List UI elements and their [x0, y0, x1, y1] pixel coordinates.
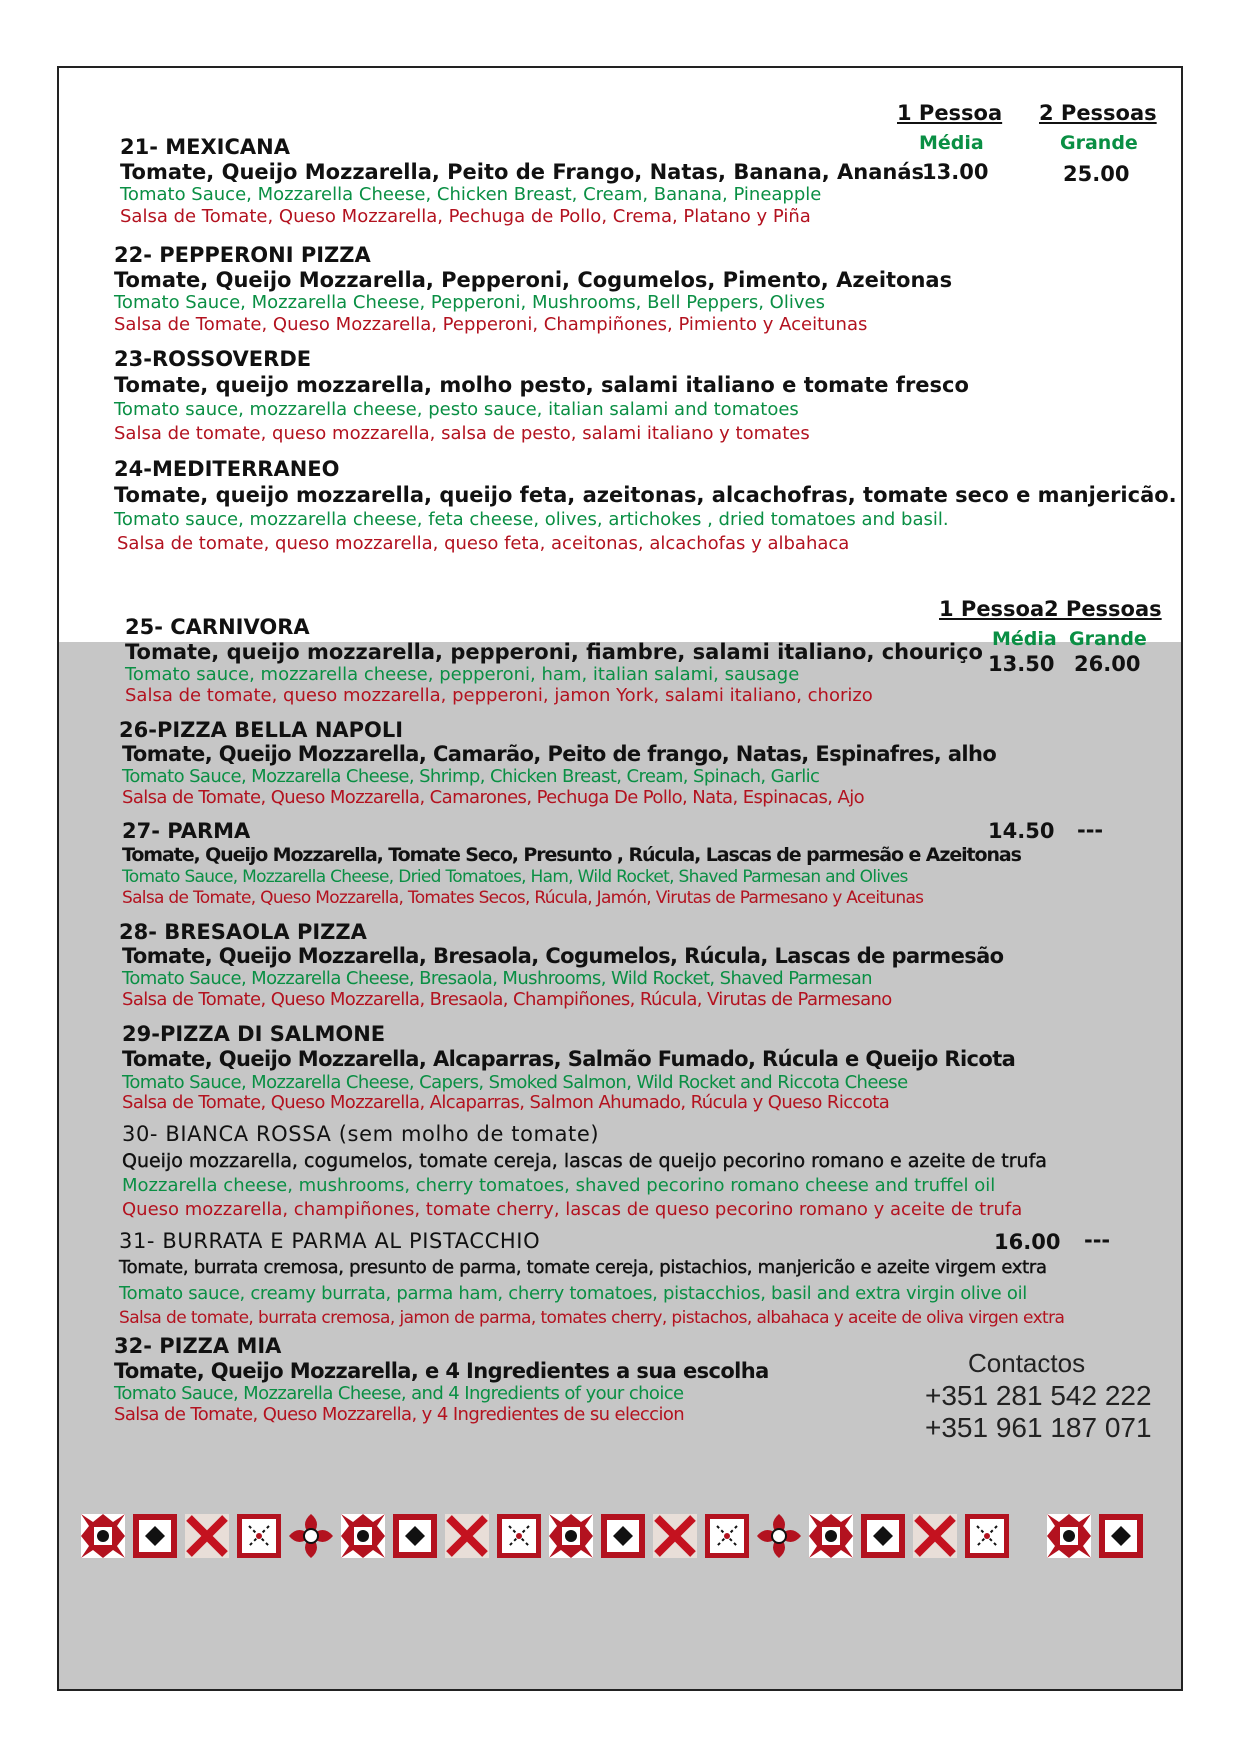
item-description-en: Tomato sauce, mozzarella cheese, feta cheese, olives, artichokes , dried tomatoes and basil. — [114, 509, 949, 530]
item-description-en: Tomato Sauce, Mozzarella Cheese, Bresaola, Mushrooms, Wild Rocket, Shaved Parmesan — [122, 968, 872, 989]
item-description-en: Tomato sauce, mozzarella cheese, pepperoni, ham, italian salami, sausage — [125, 664, 800, 685]
item-description-en: Mozzarella cheese, mushrooms, cherry tomatoes, shaved pecorino romano cheese and truffel oil — [122, 1175, 996, 1196]
price-large: 25.00 — [1063, 162, 1130, 186]
item-description-es: Salsa de Tomate, Queso Mozzarella, Camarones, Pechuga De Pollo, Nata, Espinacas, Ajo — [122, 787, 865, 808]
star-tile — [549, 1514, 593, 1558]
item-description-pt: Tomate, Queijo Mozzarella, Bresaola, Cogumelos, Rúcula, Lascas de parmesão — [122, 944, 1004, 968]
dotted-square-tile — [237, 1514, 281, 1558]
item-description-es: Queso mozzarella, champiñones, tomate cherry, lascas de queso pecorino romano y aceite de trufa — [122, 1199, 1023, 1220]
price-medium: 13.00 — [922, 160, 989, 184]
star-tile — [809, 1514, 853, 1558]
size-large: Grande — [1069, 628, 1147, 650]
diamond-tile — [393, 1514, 437, 1558]
item-description-es: Salsa de tomate, queso mozzarella, queso feta, aceitonas, alcachofas y albahaca — [117, 533, 850, 554]
item-description-pt: Tomate, Queijo Mozzarella, Alcaparras, Salmão Fumado, Rúcula e Queijo Ricota — [122, 1047, 1016, 1071]
item-title: 26-PIZZA BELLA NAPOLI — [119, 718, 404, 742]
item-description-en: Tomato sauce, mozzarella cheese, pesto sauce, italian salami and tomatoes — [114, 399, 799, 420]
item-description-pt: Tomate, Queijo Mozzarella, Camarão, Peito de frango, Natas, Espinafres, alho — [122, 742, 997, 766]
item-title: 21- MEXICANA — [120, 135, 290, 159]
item-description-es: Salsa de Tomate, Queso Mozzarella, Pepperoni, Champiñones, Pimiento y Aceitunas — [114, 314, 868, 335]
item-description-en: Tomato Sauce, Mozzarella Cheese, Dried Tomatoes, Ham, Wild Rocket, Shaved Parmesan and Olives — [122, 867, 908, 887]
item-title: 30- BIANCA ROSSA (sem molho de tomate) — [122, 1122, 600, 1146]
diamond-tile — [861, 1514, 905, 1558]
x-tile — [653, 1514, 697, 1558]
flower-tile — [289, 1514, 333, 1558]
item-title: 25- CARNIVORA — [125, 615, 310, 639]
item-description-pt: Tomate, Queijo Mozzarella, Pepperoni, Cogumelos, Pimento, Azeitonas — [114, 268, 953, 292]
item-title: 28- BRESAOLA PIZZA — [119, 920, 367, 944]
item-description-en: Tomato sauce, creamy burrata, parma ham, cherry tomatoes, pistacchios, basil and extra virgin olive oil — [119, 1283, 1027, 1304]
diamond-tile — [601, 1514, 645, 1558]
header-one-person: 1 Pessoa — [897, 101, 1003, 125]
item-description-pt: Queijo mozzarella, cogumelos, tomate cereja, lascas de queijo pecorino romano e azeite de trufa — [122, 1150, 1047, 1172]
item-title: 31- BURRATA E PARMA AL PISTACCHIO — [119, 1229, 541, 1253]
item-description-es: Salsa de tomate, queso mozzarella, salsa de pesto, salami italiano y tomates — [114, 423, 810, 444]
dotted-square-tile — [965, 1514, 1009, 1558]
price-large: --- — [1084, 1228, 1111, 1252]
item-description-pt: Tomate, burrata cremosa, presunto de parma, tomate cereja, pistachios, manjericão e azeite virgem extra — [119, 1257, 1047, 1278]
price-medium: 13.50 — [988, 652, 1055, 676]
item-description-es: Salsa de Tomate, Queso Mozzarella, Alcaparras, Salmon Ahumado, Rúcula y Queso Riccota — [122, 1092, 890, 1113]
price-medium: 14.50 — [988, 819, 1055, 843]
diamond-tile — [133, 1514, 177, 1558]
item-title: 22- PEPPERONI PIZZA — [114, 243, 371, 267]
contacts-phone[interactable]: +351 281 542 222 — [925, 1380, 1152, 1411]
item-description-en: Tomato Sauce, Mozzarella Cheese, Shrimp, Chicken Breast, Cream, Spinach, Garlic — [122, 766, 820, 787]
diamond-tile — [1099, 1514, 1143, 1558]
decorative-tile-border — [79, 1508, 1169, 1564]
item-description-pt: Tomate, queijo mozzarella, queijo feta, azeitonas, alcachofras, tomate seco e manjericão. — [114, 483, 1177, 507]
size-large: Grande — [1060, 132, 1138, 154]
item-description-en: Tomato Sauce, Mozzarella Cheese, Chicken Breast, Cream, Banana, Pineapple — [120, 184, 822, 205]
star-tile — [81, 1514, 125, 1558]
contacts-phone[interactable]: +351 961 187 071 — [925, 1412, 1152, 1443]
header-one-person: 1 Pessoa — [939, 597, 1045, 621]
price-large: 26.00 — [1074, 652, 1141, 676]
size-medium: Média — [992, 628, 1057, 650]
header-two-people: 2 Pessoas — [1044, 597, 1162, 621]
size-medium: Média — [919, 132, 984, 154]
item-description-en: Tomato Sauce, Mozzarella Cheese, Capers, Smoked Salmon, Wild Rocket and Riccota Cheese — [122, 1072, 908, 1093]
item-description-pt: Tomate, queijo mozzarella, pepperoni, fiambre, salami italiano, chouriço — [125, 640, 983, 664]
flower-tile — [757, 1514, 801, 1558]
item-title: 27- PARMA — [122, 819, 251, 843]
dotted-square-tile — [705, 1514, 749, 1558]
star-tile — [341, 1514, 385, 1558]
item-title: 23-ROSSOVERDE — [114, 347, 312, 371]
item-description-en: Tomato Sauce, Mozzarella Cheese, and 4 Ingredients of your choice — [114, 1383, 684, 1404]
price-medium: 16.00 — [994, 1230, 1061, 1254]
item-description-es: Salsa de Tomate, Queso Mozzarella, y 4 Ingredientes de su eleccion — [114, 1404, 685, 1425]
x-tile — [445, 1514, 489, 1558]
item-title: 24-MEDITERRANEO — [114, 457, 340, 481]
item-description-es: Salsa de Tomate, Queso Mozzarella, Pechuga de Pollo, Crema, Platano y Piña — [120, 206, 811, 227]
item-description-es: Salsa de Tomate, Queso Mozzarella, Bresaola, Champiñones, Rúcula, Virutas de Parmesano — [122, 989, 892, 1010]
x-tile — [185, 1514, 229, 1558]
x-tile — [913, 1514, 957, 1558]
star-tile — [1047, 1514, 1091, 1558]
price-large: --- — [1077, 818, 1104, 842]
header-two-people: 2 Pessoas — [1039, 101, 1157, 125]
item-description-en: Tomato Sauce, Mozzarella Cheese, Pepperoni, Mushrooms, Bell Peppers, Olives — [114, 292, 825, 313]
item-title: 29-PIZZA DI SALMONE — [122, 1022, 386, 1046]
dotted-square-tile — [497, 1514, 541, 1558]
contacts-label: Contactos — [968, 1348, 1086, 1378]
item-title: 32- PIZZA MIA — [114, 1334, 282, 1358]
menu-page — [57, 66, 1183, 1691]
item-description-es: Salsa de tomate, queso mozzarella, pepperoni, jamon York, salami italiano, chorizo — [125, 685, 873, 706]
item-description-pt: Tomate, Queijo Mozzarella, Tomate Seco, Presunto , Rúcula, Lascas de parmesão e Azeitonas — [122, 844, 1021, 866]
item-description-pt: Tomate, queijo mozzarella, molho pesto, salami italiano e tomate fresco — [114, 373, 969, 397]
item-description-pt: Tomate, Queijo Mozzarella, e 4 Ingredientes a sua escolha — [114, 1359, 769, 1383]
item-description-es: Salsa de Tomate, Queso Mozzarella, Tomates Secos, Rúcula, Jamón, Virutas de Parmesano y Aceitunas — [122, 888, 924, 908]
item-description-es: Salsa de tomate, burrata cremosa, jamon de parma, tomates cherry, pistachos, albahaca y aceite de oliva virgen extra — [119, 1308, 1065, 1328]
item-description-pt: Tomate, Queijo Mozzarella, Peito de Frango, Natas, Banana, Ananás — [120, 160, 925, 184]
tile-row — [79, 1508, 1169, 1564]
